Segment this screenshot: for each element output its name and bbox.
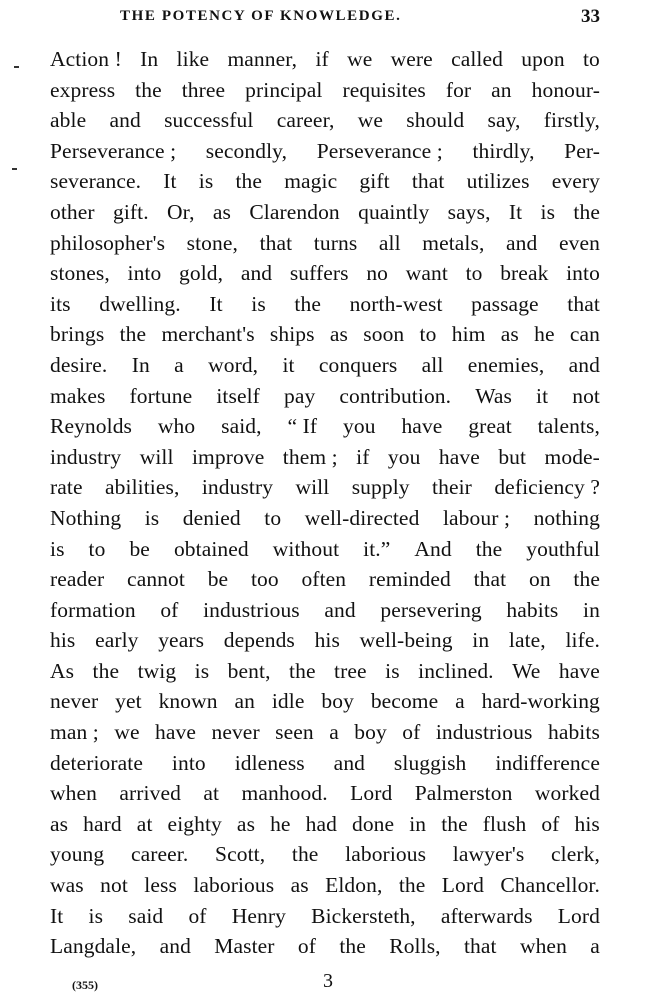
word: is <box>540 199 556 224</box>
word: him <box>451 322 486 347</box>
word: into <box>171 750 206 775</box>
text-line <box>50 809 600 840</box>
text-line <box>50 839 600 870</box>
word: not <box>572 383 600 408</box>
word: he <box>534 322 555 347</box>
word: have <box>558 658 600 683</box>
word: laborious <box>193 873 275 898</box>
word: deficiency ? <box>494 475 600 500</box>
word: talents, <box>537 414 600 439</box>
word: was <box>50 873 84 898</box>
running-header <box>50 6 600 32</box>
word: yet <box>115 689 142 714</box>
word: desire. <box>50 352 108 377</box>
text-line <box>50 44 600 75</box>
word: clerk, <box>550 842 600 867</box>
word: his <box>574 811 600 836</box>
word: well-directed <box>304 505 420 530</box>
word: fortune <box>129 383 193 408</box>
word: magic <box>284 169 338 194</box>
word: It <box>209 291 223 316</box>
word: done <box>351 811 395 836</box>
word: Per- <box>564 138 600 163</box>
text-line <box>50 136 600 167</box>
word: Action ! <box>50 47 122 71</box>
word: It <box>508 199 523 224</box>
word: without <box>272 536 340 561</box>
margin-mark <box>14 66 19 68</box>
word: of <box>541 811 560 836</box>
word: the <box>92 658 120 683</box>
word: of <box>188 903 207 928</box>
word: Reynolds <box>50 414 133 439</box>
word: never <box>50 689 99 714</box>
word: to <box>582 47 600 71</box>
word: requisites <box>342 77 426 102</box>
word: and <box>568 352 600 377</box>
word: severance. <box>50 169 142 194</box>
text-line <box>50 931 600 962</box>
text-line <box>50 503 600 534</box>
word: is <box>194 658 210 683</box>
word: other <box>50 199 95 224</box>
word: that <box>463 934 497 959</box>
word: the <box>135 77 162 102</box>
text-line <box>50 595 600 626</box>
word: Palmerston <box>414 781 513 806</box>
body-text <box>50 44 600 962</box>
word: idleness <box>234 750 305 775</box>
word: twig <box>137 658 177 683</box>
word: tree <box>334 658 367 683</box>
word: “ If <box>287 414 318 439</box>
word: north-west <box>349 291 443 316</box>
word: every <box>551 169 600 194</box>
word: abilities, <box>105 475 180 500</box>
word: late, <box>508 628 546 653</box>
word: to <box>465 261 483 286</box>
word: able <box>50 108 87 133</box>
word: of <box>402 720 421 745</box>
word: it.” <box>363 536 391 561</box>
word: Clarendon <box>249 199 340 224</box>
word: the <box>441 811 468 836</box>
word: and <box>333 750 366 775</box>
word: an <box>491 77 512 102</box>
word: philosopher's <box>50 230 166 255</box>
word: metals, <box>422 230 485 255</box>
word: have <box>401 414 443 439</box>
word: thirdly, <box>472 138 535 163</box>
word: in <box>472 628 490 653</box>
word: boy <box>321 689 354 714</box>
word: lawyer's <box>452 842 525 867</box>
word: secondly, <box>205 138 288 163</box>
word: that <box>259 230 293 255</box>
word: labour ; <box>442 505 511 530</box>
word: industry <box>50 444 122 469</box>
word: supply <box>351 475 410 500</box>
word: the <box>573 199 600 224</box>
word: a <box>174 352 184 377</box>
word: can <box>569 322 600 347</box>
word: all <box>378 230 401 255</box>
text-line <box>50 319 600 350</box>
word: contribution. <box>339 383 452 408</box>
word: quaintly <box>358 199 430 224</box>
word: the <box>289 658 316 683</box>
word: pay <box>283 383 316 408</box>
word: as <box>236 811 256 836</box>
word: the <box>235 169 263 194</box>
word: a <box>455 689 465 714</box>
word: young <box>50 842 105 867</box>
word: it <box>536 383 549 408</box>
word: as <box>500 322 519 347</box>
word: It <box>50 903 64 928</box>
word: had <box>305 811 337 836</box>
word: as <box>50 811 69 836</box>
word: turns <box>313 230 358 255</box>
word: youthful <box>526 536 600 561</box>
word: at <box>203 781 220 806</box>
word: afterwards <box>440 903 533 928</box>
word: we <box>114 720 140 745</box>
word: become <box>370 689 439 714</box>
word: Lord <box>557 903 600 928</box>
text-line <box>50 381 600 412</box>
word: say, <box>487 108 521 133</box>
word: It <box>163 169 177 194</box>
word: dwelling. <box>99 291 181 316</box>
word: to <box>88 536 106 561</box>
word: reader <box>50 567 105 592</box>
word: its <box>50 291 71 316</box>
word: Perseverance ; <box>316 138 443 163</box>
word: conquers <box>318 352 398 377</box>
word: Nothing <box>50 505 122 530</box>
word: never <box>211 720 260 745</box>
word: inclined. <box>418 658 494 683</box>
word: Or, <box>167 199 195 224</box>
word: and <box>159 934 191 959</box>
word: makes <box>50 383 106 408</box>
word: the <box>339 934 366 959</box>
word: if <box>356 444 370 469</box>
text-line <box>50 105 600 136</box>
word: you <box>343 414 376 439</box>
word: is <box>88 903 104 928</box>
word: utilizes <box>466 169 530 194</box>
text-line <box>50 197 600 228</box>
word: great <box>468 414 512 439</box>
word: Chancellor. <box>500 873 600 898</box>
word: In <box>131 352 150 377</box>
word: gift. <box>113 199 149 224</box>
text-line <box>50 625 600 656</box>
text-line <box>50 564 600 595</box>
word: brings <box>50 322 105 347</box>
word: three <box>181 77 226 102</box>
word: mode- <box>544 444 600 469</box>
word: that <box>411 169 445 194</box>
word: we <box>357 108 383 133</box>
word: that <box>567 291 600 316</box>
word: man ; <box>50 720 99 745</box>
text-line <box>50 166 600 197</box>
word: obtained <box>173 536 249 561</box>
word: arrived <box>119 781 181 806</box>
word: the <box>291 842 319 867</box>
word: gold, <box>179 261 224 286</box>
word: who <box>157 414 196 439</box>
word: career. <box>130 842 189 867</box>
word: the <box>398 873 426 898</box>
running-title: THE POTENCY OF KNOWLEDGE. <box>120 8 402 24</box>
word: called <box>451 47 504 71</box>
word: and <box>506 230 538 255</box>
word: stones, <box>50 261 110 286</box>
word: known <box>158 689 218 714</box>
page-footer <box>50 970 600 996</box>
word: enemies, <box>467 352 545 377</box>
word: upon <box>521 47 565 71</box>
word: he <box>270 811 291 836</box>
word: gift <box>359 169 390 194</box>
word: often <box>301 567 347 592</box>
word: less <box>144 873 177 898</box>
printer-signature: (355) <box>72 978 98 992</box>
text-line <box>50 411 600 442</box>
word: is <box>144 505 160 530</box>
word: habits <box>547 720 600 745</box>
word: Langdale, <box>50 934 137 959</box>
word: deteriorate <box>50 750 144 775</box>
text-line <box>50 901 600 932</box>
text-line <box>50 534 600 565</box>
word: manhood. <box>241 781 328 806</box>
word: as <box>329 322 349 347</box>
word: seen <box>275 720 314 745</box>
word: his <box>50 628 76 653</box>
word: principal <box>245 77 323 102</box>
word: says, <box>447 199 491 224</box>
word: too <box>250 567 279 592</box>
word: to <box>264 505 282 530</box>
word: were <box>390 47 433 71</box>
word: passage <box>471 291 539 316</box>
word: well-being <box>359 628 453 653</box>
text-line <box>50 228 600 259</box>
word: Master <box>214 934 275 959</box>
word: of <box>297 934 317 959</box>
word: like <box>176 47 210 71</box>
word: on <box>528 567 551 592</box>
word: have <box>438 444 480 469</box>
text-line <box>50 748 600 779</box>
word: will <box>295 475 330 500</box>
word: successful <box>164 108 254 133</box>
text-line <box>50 778 600 809</box>
word: when <box>519 934 567 959</box>
word: that <box>473 567 507 592</box>
text-line <box>50 717 600 748</box>
word: word, <box>208 352 259 377</box>
word: industrious <box>203 597 300 622</box>
word: have <box>155 720 197 745</box>
word: Bickersteth, <box>311 903 416 928</box>
word: we <box>347 47 373 71</box>
word: Henry <box>231 903 286 928</box>
word: As <box>50 658 75 683</box>
word: industry <box>201 475 274 500</box>
word: break <box>500 261 549 286</box>
word: denied <box>182 505 241 530</box>
word: into <box>127 261 162 286</box>
word: and <box>324 597 356 622</box>
word: when <box>50 781 97 806</box>
word: hard <box>83 811 122 836</box>
word: you <box>387 444 421 469</box>
word: a <box>329 720 339 745</box>
word: years <box>158 628 205 653</box>
word: hard-working <box>481 689 600 714</box>
word: suffers <box>289 261 349 286</box>
word: industrious <box>435 720 533 745</box>
word: Was <box>475 383 512 408</box>
word: We <box>512 658 541 683</box>
word: laborious <box>345 842 427 867</box>
word: of <box>160 597 179 622</box>
word: early <box>95 628 139 653</box>
word: express <box>50 77 116 102</box>
text-line <box>50 442 600 473</box>
word: not <box>100 873 128 898</box>
word: the <box>119 322 147 347</box>
word: in <box>409 811 427 836</box>
word: persevering <box>380 597 482 622</box>
word: as <box>212 199 231 224</box>
word: is <box>198 169 214 194</box>
word: will <box>139 444 174 469</box>
word: if <box>315 47 329 71</box>
word: bent, <box>227 658 271 683</box>
text-line <box>50 258 600 289</box>
word: even <box>558 230 600 255</box>
text-line <box>50 686 600 717</box>
word: at <box>136 811 153 836</box>
word: be <box>129 536 150 561</box>
word: merchant's <box>161 322 255 347</box>
word: rate <box>50 475 83 500</box>
word: Lord <box>350 781 393 806</box>
word: eighty <box>167 811 222 836</box>
word: indifference <box>495 750 600 775</box>
word: improve <box>191 444 265 469</box>
text-line <box>50 289 600 320</box>
word: reminded <box>368 567 451 592</box>
word: as <box>290 873 309 898</box>
word: is <box>251 291 266 316</box>
word: And <box>414 536 452 561</box>
word: cannot <box>127 567 185 592</box>
word: all <box>421 352 444 377</box>
word: Rolls, <box>389 934 441 959</box>
word: the <box>294 291 321 316</box>
page-number: 33 <box>581 6 600 27</box>
word: Perseverance ; <box>50 138 177 163</box>
word: his <box>314 628 340 653</box>
text-line <box>50 350 600 381</box>
word: said <box>128 903 164 928</box>
word: an <box>234 689 255 714</box>
word: no <box>366 261 389 286</box>
word: habits <box>506 597 559 622</box>
word: itself <box>216 383 260 408</box>
word: manner, <box>227 47 298 71</box>
word: should <box>406 108 465 133</box>
word: Eldon, <box>325 873 383 898</box>
word: life. <box>565 628 600 653</box>
word: worked <box>534 781 600 806</box>
sheet-number: 3 <box>323 970 333 992</box>
word: the <box>573 567 600 592</box>
word: formation <box>50 597 136 622</box>
word: but <box>498 444 527 469</box>
text-line <box>50 870 600 901</box>
word: In <box>140 47 159 71</box>
word: be <box>207 567 229 592</box>
margin-mark <box>12 168 17 170</box>
word: honour- <box>531 77 600 102</box>
text-line <box>50 472 600 503</box>
word: soon <box>363 322 405 347</box>
word: sluggish <box>393 750 467 775</box>
word: Scott, <box>215 842 266 867</box>
word: want <box>405 261 448 286</box>
word: said, <box>221 414 262 439</box>
word: in <box>583 597 600 622</box>
text-line <box>50 656 600 687</box>
word: depends <box>223 628 295 653</box>
word: idle <box>271 689 305 714</box>
word: their <box>432 475 472 500</box>
word: them ; <box>282 444 338 469</box>
word: into <box>566 261 600 286</box>
word: firstly, <box>543 108 600 133</box>
word: career, <box>276 108 335 133</box>
word: Lord <box>441 873 484 898</box>
word: stone, <box>186 230 238 255</box>
word: is <box>50 536 65 561</box>
word: is <box>385 658 400 683</box>
word: for <box>445 77 472 102</box>
word: and <box>109 108 141 133</box>
word: it <box>282 352 295 377</box>
word: and <box>240 261 273 286</box>
word: flush <box>482 811 527 836</box>
word: a <box>590 934 600 959</box>
word: boy <box>354 720 387 745</box>
word: nothing <box>533 505 600 530</box>
word: the <box>475 536 503 561</box>
text-line <box>50 75 600 106</box>
word: ships <box>269 322 315 347</box>
word: to <box>419 322 437 347</box>
